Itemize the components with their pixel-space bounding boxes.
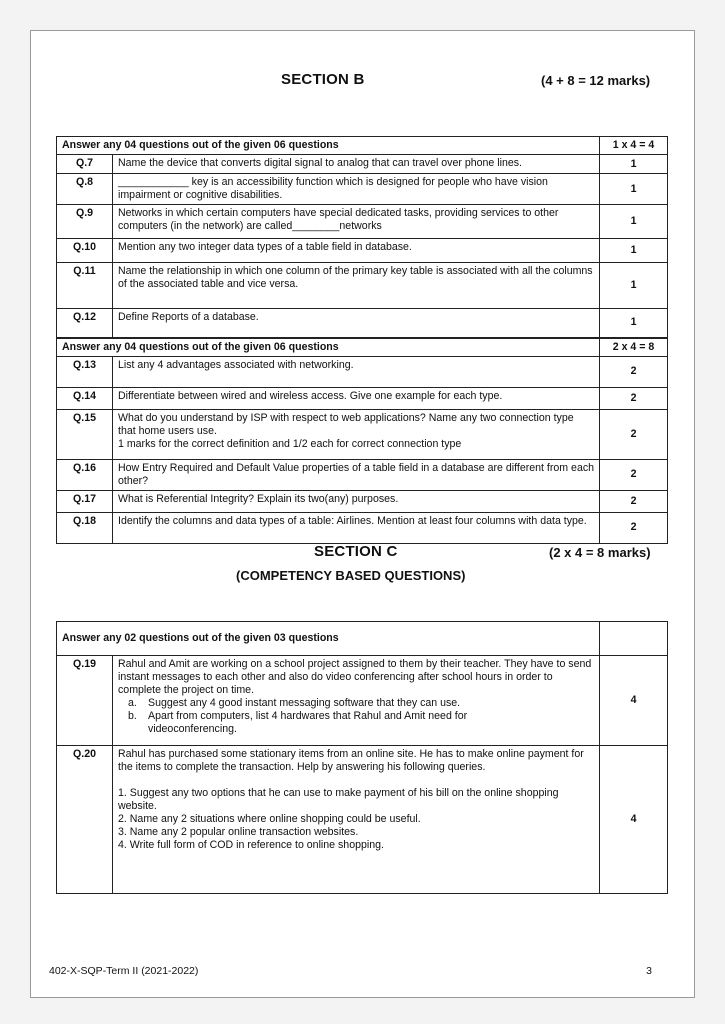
question-number: Q.12: [57, 309, 113, 338]
question-text-cell: [113, 656, 600, 746]
question-text: Name the relationship in which one column of the primary key table is associated with all the columns of the associated table and vice versa.: [113, 263, 600, 309]
question-number: Q.7: [57, 155, 113, 174]
part1-marks: 1 x 4 = 4: [600, 137, 668, 155]
question-marks: 2: [600, 490, 668, 512]
section-c-title: SECTION C: [314, 543, 398, 560]
question-row-q14: [57, 387, 668, 409]
question-row-q19: [57, 656, 668, 746]
question-marks: 1: [600, 155, 668, 174]
question-text-cell: [113, 409, 600, 459]
section-b-title: SECTION B: [281, 71, 365, 88]
question-text: Name the device that converts digital signal to analog that can travel over phone lines.: [113, 155, 600, 174]
question-row-q11: [57, 263, 668, 309]
question-marks: 1: [600, 174, 668, 205]
question-marks: 2: [600, 409, 668, 459]
question-number: Q.11: [57, 263, 113, 309]
question-text: Identify the columns and data types of a table: Airlines. Mention at least four columns with data type.: [113, 512, 600, 543]
question-row-q16: [57, 459, 668, 490]
part2-instruction: Answer any 04 questions out of the given 06 questions: [57, 338, 600, 357]
question-row-q10: [57, 239, 668, 263]
part2-marks: 2 x 4 = 8: [600, 338, 668, 357]
question-number: Q.14: [57, 387, 113, 409]
question-text: What do you understand by ISP with respect to web applications? Name any two connection type that home users use.: [118, 411, 574, 437]
section-c-marks: (2 x 4 = 8 marks): [549, 545, 651, 560]
question-marks: 2: [600, 459, 668, 490]
question-text: Networks in which certain computers have special dedicated tasks, providing services to other computers (in the network) are called________networks: [113, 205, 600, 239]
question-marks: 2: [600, 356, 668, 387]
section-c-header-marks: [600, 622, 668, 656]
question-row-q15: [57, 409, 668, 459]
question-text-cell: [113, 746, 600, 894]
question-marks: 1: [600, 239, 668, 263]
question-text: What is Referential Integrity? Explain its two(any) purposes.: [113, 490, 600, 512]
section-c-subtitle: (COMPETENCY BASED QUESTIONS): [236, 568, 466, 583]
sub-question-a: a. Suggest any 4 good instant messaging software that they can use.: [128, 697, 461, 709]
question-row-q20: [57, 746, 668, 894]
section-c-instruction: Answer any 02 questions out of the given 03 questions: [57, 622, 600, 656]
section-b-part2-header: [57, 338, 668, 357]
exam-page: [30, 30, 695, 998]
footer-code: 402-X-SQP-Term II (2021-2022): [49, 965, 199, 977]
question-row-q7: [57, 155, 668, 174]
question-marks: 4: [600, 656, 668, 746]
question-text: Rahul and Amit are working on a school project assigned to them by their teacher. They have to send instant messages to each other and also do video conferencing after school hours in order to complete the project on time.: [118, 658, 592, 696]
question-row-q18: [57, 512, 668, 543]
question-row-q12: [57, 309, 668, 338]
question-marks: 2: [600, 512, 668, 543]
question-number: Q.19: [57, 656, 113, 746]
question-text: How Entry Required and Default Value properties of a table field in a database are different from each other?: [113, 459, 600, 490]
section-b-table: [56, 136, 668, 544]
question-text: Mention any two integer data types of a table field in database.: [113, 239, 600, 263]
question-number: Q.13: [57, 356, 113, 387]
question-marks: 1: [600, 205, 668, 239]
list-item: 1. Suggest any two options that he can use to make payment of his bill on the online shopping website.: [118, 787, 559, 812]
question-text: Differentiate between wired and wireless access. Give one example for each type.: [113, 387, 600, 409]
question-marks: 1: [600, 309, 668, 338]
question-number: Q.15: [57, 409, 113, 459]
page-number: 3: [646, 965, 652, 977]
question-row-q13: [57, 356, 668, 387]
question-row-q17: [57, 490, 668, 512]
marking-note: 1 marks for the correct definition and 1/2 each for correct connection type: [118, 437, 462, 450]
section-c-table: [56, 621, 668, 894]
list-item: 4. Write full form of COD in reference to online shopping.: [118, 839, 384, 851]
sub-question-b: b. Apart from computers, list 4 hardwares that Rahul and Amit need for: [128, 710, 468, 722]
question-marks: 4: [600, 746, 668, 894]
question-text: ____________ key is an accessibility function which is designed for people who have vision impairment or cognitive disabilities.: [113, 174, 600, 205]
question-number: Q.20: [57, 746, 113, 894]
question-text: Rahul has purchased some stationary items from an online site. He has to make online payment for the items to complete the transaction. Help by answering his following queries.: [118, 748, 584, 773]
part1-instruction: Answer any 04 questions out of the given 06 questions: [57, 137, 600, 155]
question-number: Q.8: [57, 174, 113, 205]
question-number: Q.16: [57, 459, 113, 490]
question-number: Q.17: [57, 490, 113, 512]
question-number: Q.9: [57, 205, 113, 239]
section-b-part1-header: [57, 137, 668, 155]
question-row-q8: [57, 174, 668, 205]
section-b-marks: (4 + 8 = 12 marks): [541, 73, 651, 88]
question-marks: 2: [600, 387, 668, 409]
question-row-q9: [57, 205, 668, 239]
question-text: Define Reports of a database.: [113, 309, 600, 338]
question-number: Q.10: [57, 239, 113, 263]
section-c-header: [57, 622, 668, 656]
list-item: 2. Name any 2 situations where online shopping could be useful.: [118, 813, 421, 825]
question-number: Q.18: [57, 512, 113, 543]
sub-question-b-continued: videoconferencing.: [148, 723, 237, 735]
question-text: List any 4 advantages associated with networking.: [113, 356, 600, 387]
list-item: 3. Name any 2 popular online transaction websites.: [118, 826, 359, 838]
question-marks: 1: [600, 263, 668, 309]
